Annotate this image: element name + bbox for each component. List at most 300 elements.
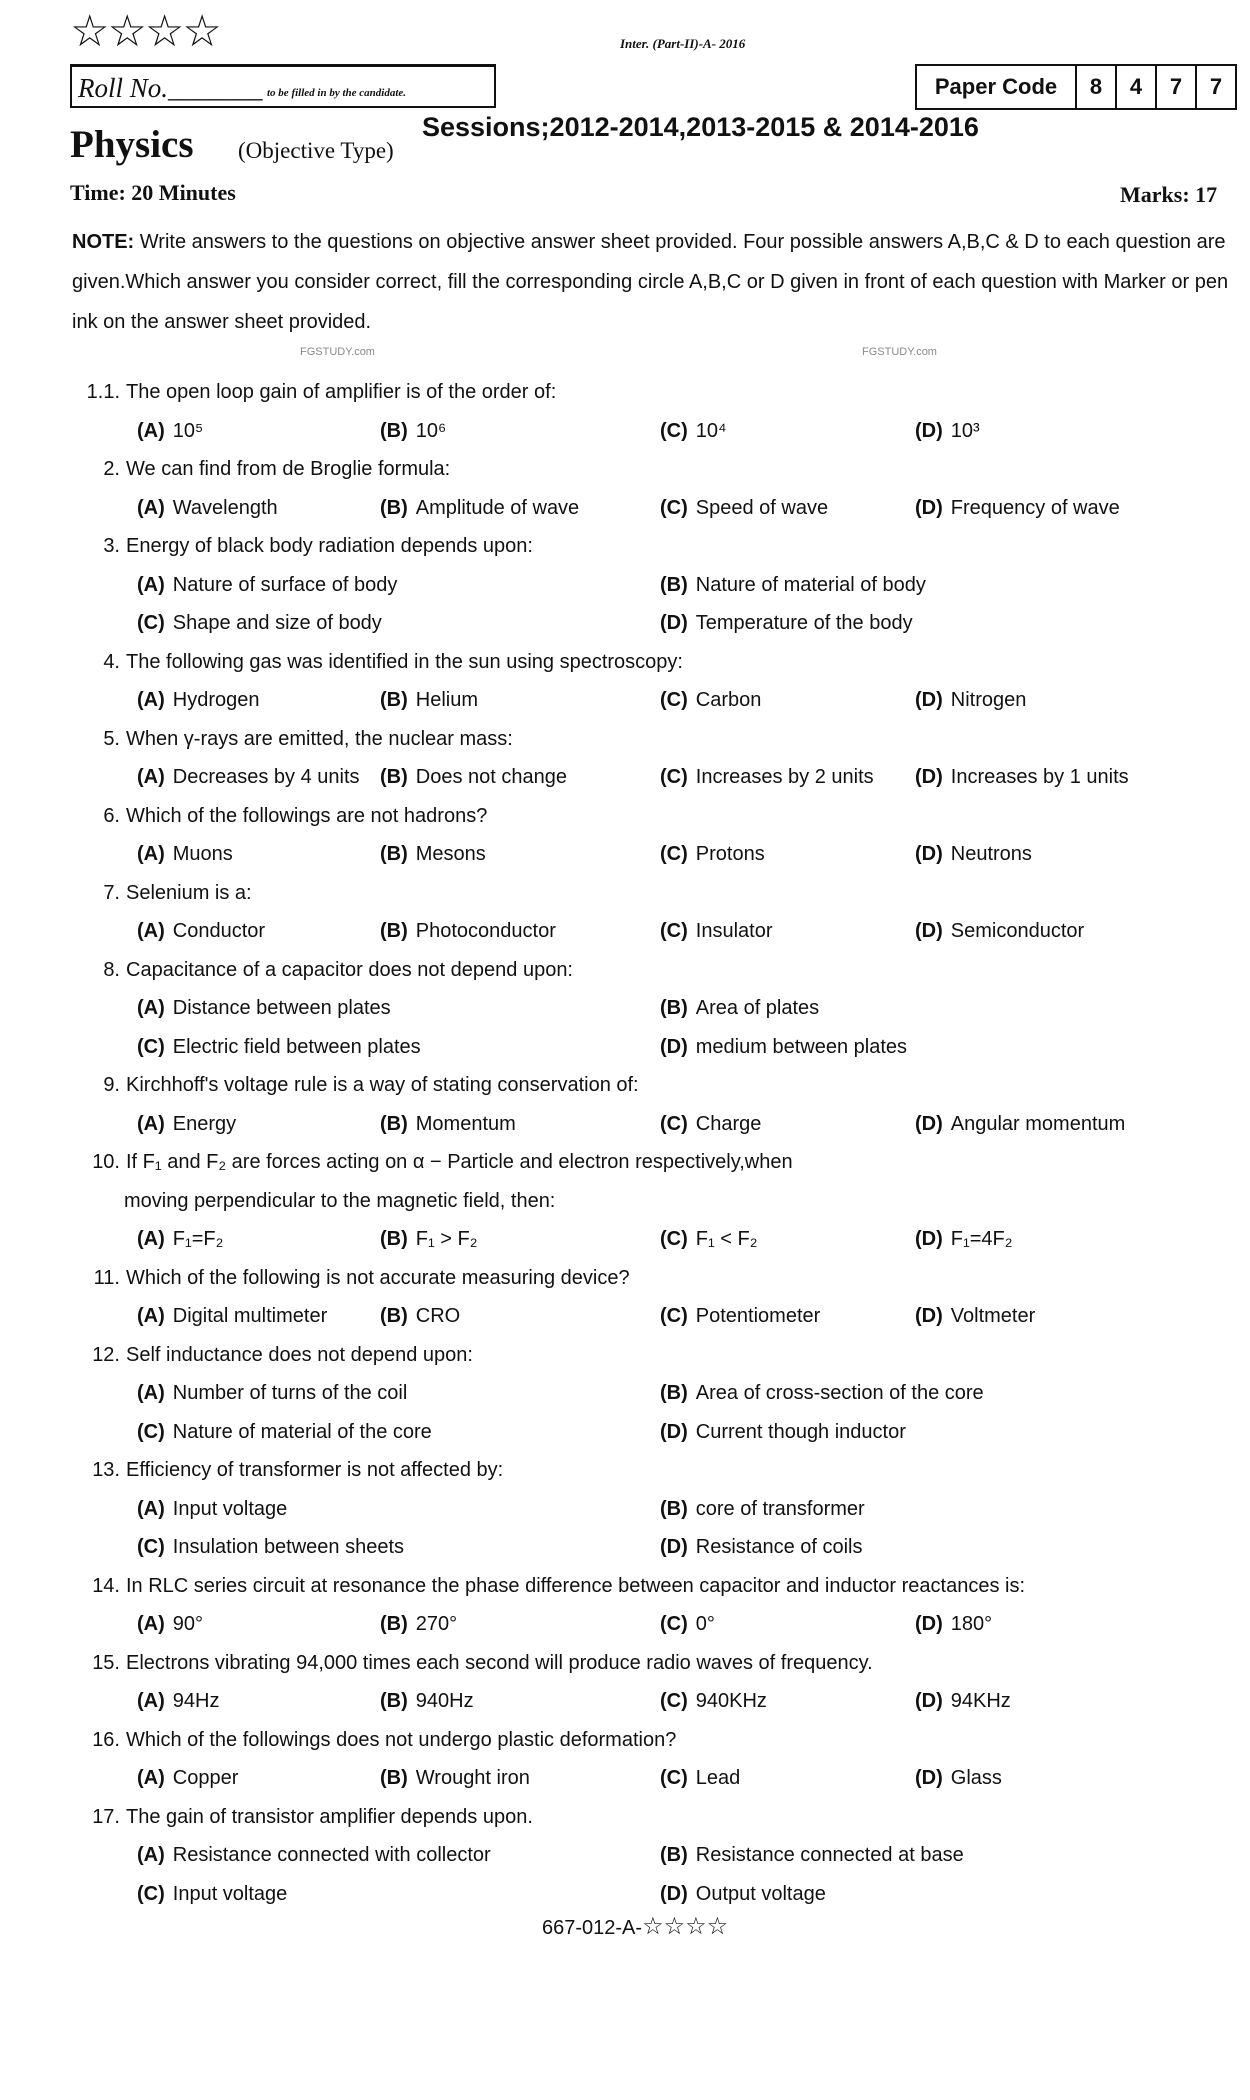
option-text: Output voltage xyxy=(695,1882,826,1905)
option-letter: (D) xyxy=(660,612,688,634)
option-letter: (C) xyxy=(660,1690,688,1712)
answer-option[interactable] xyxy=(137,913,265,949)
paper-code-digit: 7 xyxy=(1195,66,1235,108)
option-text: Electric field between plates xyxy=(172,1035,421,1058)
option-text: Lead xyxy=(695,1767,741,1789)
option-letter: (B) xyxy=(380,1112,408,1135)
footer xyxy=(542,1912,728,1940)
option-letter: (D) xyxy=(660,1035,688,1058)
answer-option[interactable] xyxy=(915,1606,992,1642)
question-number: 6. xyxy=(103,804,120,827)
answer-option[interactable] xyxy=(137,990,391,1026)
option-letter: (C) xyxy=(660,1613,688,1635)
option-text: Distance between plates xyxy=(172,997,391,1019)
question-line xyxy=(0,567,1250,603)
option-text: Input voltage xyxy=(172,1882,288,1905)
option-text: Semiconductor xyxy=(950,920,1085,942)
answer-option[interactable] xyxy=(915,1683,1011,1719)
answer-option[interactable] xyxy=(660,605,913,641)
question-line xyxy=(0,528,1250,564)
answer-option[interactable] xyxy=(915,1298,1035,1334)
question-text: Selenium is a: xyxy=(126,881,252,904)
answer-option[interactable] xyxy=(660,1760,740,1796)
option-letter: (C) xyxy=(660,419,688,442)
option-text: Resistance connected at base xyxy=(695,1844,964,1866)
question-number: 13. xyxy=(92,1459,120,1481)
subject-title: Physics xyxy=(70,123,194,166)
answer-option[interactable] xyxy=(137,1529,404,1565)
option-letter: (A) xyxy=(137,997,165,1019)
answer-option[interactable] xyxy=(137,413,203,449)
option-letter: (D) xyxy=(915,496,943,519)
question-line xyxy=(0,605,1250,641)
option-text: Photoconductor xyxy=(415,920,556,942)
option-letter: (C) xyxy=(660,1305,688,1327)
option-letter: (D) xyxy=(660,1882,688,1905)
answer-option[interactable] xyxy=(660,1491,865,1527)
answer-option[interactable] xyxy=(380,413,446,449)
option-letter: (A) xyxy=(137,1305,165,1327)
option-text: Digital multimeter xyxy=(172,1305,328,1327)
watermark-text: FGSTUDY.com xyxy=(300,346,375,358)
answer-option[interactable] xyxy=(660,1029,907,1065)
question-number: 7. xyxy=(103,881,120,904)
question-line xyxy=(0,913,1250,949)
option-text: Input voltage xyxy=(172,1497,288,1520)
option-letter: (C) xyxy=(137,1882,165,1905)
option-text: Increases by 2 units xyxy=(695,766,874,788)
answer-option[interactable] xyxy=(137,1375,407,1411)
option-text: Protons xyxy=(695,843,765,865)
answer-option[interactable] xyxy=(137,1414,432,1450)
question-line xyxy=(0,490,1250,526)
question-number: 5. xyxy=(103,727,120,750)
answer-option[interactable] xyxy=(137,567,397,603)
answer-option[interactable] xyxy=(915,1221,1013,1257)
question-line xyxy=(0,836,1250,872)
answer-option[interactable] xyxy=(660,1221,758,1257)
option-letter: (D) xyxy=(915,766,943,788)
option-text: Angular momentum xyxy=(950,1112,1126,1135)
answer-option[interactable] xyxy=(137,759,360,795)
option-letter: (A) xyxy=(137,419,165,442)
option-letter: (B) xyxy=(660,1497,688,1520)
option-text: Decreases by 4 units xyxy=(172,766,360,788)
question-text: In RLC series circuit at resonance the phase difference between capacitor and inductor reactances is: xyxy=(126,1574,1026,1597)
option-letter: (C) xyxy=(137,612,165,634)
answer-option[interactable] xyxy=(660,1106,761,1142)
question-number: 9. xyxy=(103,1074,120,1096)
answer-option[interactable] xyxy=(660,1529,863,1565)
question-number: 1.1. xyxy=(86,381,120,403)
option-letter: (C) xyxy=(660,766,688,788)
question-line xyxy=(0,1568,1250,1604)
answer-option[interactable] xyxy=(660,1683,767,1719)
time-allowed: Time: 20 Minutes xyxy=(70,180,236,205)
option-letter: (D) xyxy=(660,1420,688,1443)
option-letter: (D) xyxy=(915,920,943,942)
total-marks: Marks: 17 xyxy=(1120,182,1218,207)
option-letter: (D) xyxy=(915,843,943,865)
question-line xyxy=(0,1683,1250,1719)
option-text: 0° xyxy=(695,1613,715,1635)
question-number: 14. xyxy=(92,1574,120,1597)
answer-option[interactable] xyxy=(660,567,926,603)
watermark-text: FGSTUDY.com xyxy=(862,346,937,358)
option-text: Frequency of wave xyxy=(950,496,1120,519)
question-line xyxy=(0,1722,1250,1758)
option-letter: (B) xyxy=(380,920,408,942)
question-line xyxy=(0,1606,1250,1642)
option-text: F₁ < F₂ xyxy=(695,1228,758,1250)
answer-option[interactable] xyxy=(915,413,980,449)
question-line xyxy=(0,1491,1250,1527)
question-text: The following gas was identified in the sun using spectroscopy: xyxy=(126,650,683,673)
option-text: 940KHz xyxy=(695,1690,767,1712)
question-text: Energy of black body radiation depends upon: xyxy=(126,535,533,557)
answer-option[interactable] xyxy=(380,1106,516,1142)
footer-stars: ☆☆☆☆ xyxy=(642,1912,729,1940)
option-letter: (D) xyxy=(915,419,943,442)
option-text: F₁=4F₂ xyxy=(950,1228,1013,1250)
question-text: moving perpendicular to the magnetic field, then: xyxy=(124,1189,556,1212)
answer-option[interactable] xyxy=(660,836,765,872)
option-text: Wrought iron xyxy=(415,1767,530,1789)
option-letter: (B) xyxy=(380,496,408,519)
question-line xyxy=(0,798,1250,834)
answer-option[interactable] xyxy=(660,990,819,1026)
option-text: Neutrons xyxy=(950,843,1032,865)
option-letter: (D) xyxy=(915,1613,943,1635)
question-line xyxy=(0,1645,1250,1681)
answer-option[interactable] xyxy=(380,1606,457,1642)
question-text: Efficiency of transformer is not affected by: xyxy=(126,1459,504,1481)
option-letter: (C) xyxy=(660,843,688,865)
option-letter: (B) xyxy=(380,689,408,711)
option-letter: (B) xyxy=(380,1305,408,1327)
answer-option[interactable] xyxy=(915,836,1032,872)
option-text: 10⁴ xyxy=(695,419,727,442)
option-letter: (B) xyxy=(660,1382,688,1404)
answer-option[interactable] xyxy=(380,682,478,718)
answer-option[interactable] xyxy=(137,1221,223,1257)
option-letter: (C) xyxy=(137,1536,165,1558)
option-text: Temperature of the body xyxy=(695,612,913,634)
question-line xyxy=(0,1414,1250,1450)
answer-option[interactable] xyxy=(137,1491,287,1527)
option-letter: (B) xyxy=(380,1613,408,1635)
question-line xyxy=(0,374,1250,410)
roll-number-hint: to be filled in by the candidate. xyxy=(267,87,407,99)
option-text: F₁=F₂ xyxy=(172,1228,224,1250)
answer-option[interactable] xyxy=(915,490,1120,526)
paper-code-digit: 4 xyxy=(1115,66,1155,108)
answer-option[interactable] xyxy=(137,1298,327,1334)
option-letter: (D) xyxy=(915,1767,943,1789)
answer-option[interactable] xyxy=(660,759,874,795)
answer-option[interactable] xyxy=(380,913,556,949)
question-line xyxy=(0,1144,1250,1180)
option-letter: (B) xyxy=(660,997,688,1019)
option-letter: (C) xyxy=(660,1228,688,1250)
option-letter: (A) xyxy=(137,1228,165,1250)
question-line xyxy=(0,1837,1250,1873)
option-text: Nature of surface of body xyxy=(172,573,398,596)
roll-number-label: Roll No._______ xyxy=(78,73,263,103)
answer-option[interactable] xyxy=(137,490,278,526)
option-text: core of transformer xyxy=(695,1497,865,1520)
option-text: Carbon xyxy=(695,689,762,711)
question-line xyxy=(0,1876,1250,1912)
answer-option[interactable] xyxy=(137,1683,219,1719)
answer-option[interactable] xyxy=(660,1606,715,1642)
option-letter: (D) xyxy=(660,1536,688,1558)
exam-title: Inter. (Part-II)-A- 2016 xyxy=(620,36,746,51)
question-text: Which of the following is not accurate measuring device? xyxy=(126,1266,630,1289)
option-text: Helium xyxy=(415,689,479,711)
option-letter: (B) xyxy=(660,1844,688,1866)
option-letter: (D) xyxy=(915,689,943,711)
answer-option[interactable] xyxy=(380,1683,474,1719)
answer-option[interactable] xyxy=(137,1106,236,1142)
question-line xyxy=(0,1799,1250,1835)
option-text: 270° xyxy=(415,1613,458,1635)
option-text: 940Hz xyxy=(415,1690,474,1712)
question-text: We can find from de Broglie formula: xyxy=(126,458,451,480)
answer-option[interactable] xyxy=(660,1837,964,1873)
option-letter: (A) xyxy=(137,1767,165,1789)
option-text: Potentiometer xyxy=(695,1305,821,1327)
answer-option[interactable] xyxy=(137,605,382,641)
question-line xyxy=(0,1375,1250,1411)
question-text: Which of the followings does not undergo plastic deformation? xyxy=(126,1728,677,1751)
question-line xyxy=(0,682,1250,718)
answer-option[interactable] xyxy=(660,1414,906,1450)
answer-option[interactable] xyxy=(137,1606,203,1642)
option-letter: (B) xyxy=(380,1690,408,1712)
instructions-note xyxy=(72,222,1232,342)
option-letter: (A) xyxy=(137,1844,165,1866)
option-text: Hydrogen xyxy=(172,689,260,711)
answer-option[interactable] xyxy=(380,759,567,795)
sessions: Sessions;2012-2014,2013-2015 & 2014-2016 xyxy=(422,112,979,142)
option-text: 10³ xyxy=(950,419,980,442)
question-text: Capacitance of a capacitor does not depend upon: xyxy=(126,958,573,981)
option-letter: (B) xyxy=(380,766,408,788)
option-letter: (D) xyxy=(915,1690,943,1712)
answer-option[interactable] xyxy=(915,1760,1002,1796)
question-line xyxy=(0,1760,1250,1796)
option-text: Nature of material of body xyxy=(695,573,926,596)
option-text: medium between plates xyxy=(695,1035,907,1058)
option-text: Nature of material of the core xyxy=(172,1420,432,1443)
option-text: Muons xyxy=(172,843,233,865)
option-text: Nitrogen xyxy=(950,689,1027,711)
answer-option[interactable] xyxy=(137,1876,287,1912)
paper-code-digit: 8 xyxy=(1075,66,1115,108)
question-line xyxy=(0,1529,1250,1565)
note-text: Write answers to the questions on objective answer sheet provided. Four possible answers A,B,C & D to each question are given.Which answer you consider correct, fill the corresponding circle A,B,C or D given in front of each question with Marker or pen ink on the answer sheet provided. xyxy=(72,231,1229,333)
answer-option[interactable] xyxy=(660,682,761,718)
option-text: Wavelength xyxy=(172,496,278,519)
option-text: Momentum xyxy=(415,1112,516,1135)
option-letter: (A) xyxy=(137,1497,165,1520)
option-letter: (C) xyxy=(660,689,688,711)
note-label: NOTE: xyxy=(72,231,135,253)
question-line xyxy=(0,451,1250,487)
question-number: 11. xyxy=(93,1266,120,1289)
answer-option[interactable] xyxy=(380,1298,460,1334)
option-letter: (A) xyxy=(137,843,165,865)
option-letter: (A) xyxy=(137,1112,165,1135)
option-text: Shape and size of body xyxy=(172,612,382,634)
option-letter: (B) xyxy=(660,573,688,596)
option-letter: (A) xyxy=(137,1382,165,1404)
option-text: Voltmeter xyxy=(950,1305,1036,1327)
paper-code-digit: 7 xyxy=(1155,66,1195,108)
option-text: Resistance of coils xyxy=(695,1536,863,1558)
option-text: Charge xyxy=(695,1112,762,1135)
option-text: Area of plates xyxy=(695,997,820,1019)
question-text: Electrons vibrating 94,000 times each second will produce radio waves of frequency. xyxy=(126,1651,873,1674)
answer-option[interactable] xyxy=(915,913,1084,949)
answer-option[interactable] xyxy=(380,1221,478,1257)
question-line xyxy=(0,952,1250,988)
question-text: If F₁ and F₂ are forces acting on α − Particle and electron respectively,when xyxy=(126,1151,793,1173)
option-letter: (A) xyxy=(137,920,165,942)
option-text: Area of cross-section of the core xyxy=(695,1382,984,1404)
answer-option[interactable] xyxy=(915,1106,1125,1142)
question-number: 12. xyxy=(92,1343,120,1366)
option-letter: (D) xyxy=(915,1305,943,1327)
answer-option[interactable] xyxy=(137,836,233,872)
question-line xyxy=(0,1260,1250,1296)
question-line xyxy=(0,875,1250,911)
option-text: Energy xyxy=(172,1112,237,1135)
answer-option[interactable] xyxy=(380,490,579,526)
question-text: Self inductance does not depend upon: xyxy=(126,1343,473,1366)
option-letter: (B) xyxy=(380,1228,408,1250)
option-letter: (B) xyxy=(380,843,408,865)
answer-option[interactable] xyxy=(137,682,259,718)
option-text: 180° xyxy=(950,1613,993,1635)
option-text: Increases by 1 units xyxy=(950,766,1129,788)
question-text: The gain of transistor amplifier depends upon. xyxy=(126,1805,533,1828)
answer-option[interactable] xyxy=(137,1837,491,1873)
roll-number-box[interactable] xyxy=(70,64,496,108)
answer-option[interactable] xyxy=(137,1029,421,1065)
answer-option[interactable] xyxy=(660,1375,984,1411)
option-text: 90° xyxy=(172,1613,204,1635)
question-line xyxy=(0,990,1250,1026)
answer-option[interactable] xyxy=(660,413,727,449)
answer-option[interactable] xyxy=(660,1298,820,1334)
header-stars: ☆☆☆☆ xyxy=(70,6,220,57)
option-letter: (C) xyxy=(660,1112,688,1135)
paper-type: (Objective Type) xyxy=(238,138,394,163)
question-line xyxy=(0,1337,1250,1373)
question-number: 17. xyxy=(92,1805,120,1828)
question-line xyxy=(0,1183,1250,1219)
option-letter: (B) xyxy=(380,419,408,442)
option-text: 94Hz xyxy=(172,1690,220,1712)
question-line xyxy=(0,721,1250,757)
option-text: Mesons xyxy=(415,843,486,865)
answer-option[interactable] xyxy=(137,1760,238,1796)
option-text: 10⁶ xyxy=(415,419,447,442)
option-text: Insulation between sheets xyxy=(172,1536,405,1558)
option-letter: (B) xyxy=(380,1767,408,1789)
question-text: The open loop gain of amplifier is of the order of: xyxy=(126,381,557,403)
question-line xyxy=(0,644,1250,680)
option-letter: (A) xyxy=(137,1613,165,1635)
answer-option[interactable] xyxy=(660,913,772,949)
option-text: Glass xyxy=(950,1767,1002,1789)
option-text: Amplitude of wave xyxy=(415,496,580,519)
question-line xyxy=(0,1067,1250,1103)
option-text: Insulator xyxy=(695,920,773,942)
option-text: Speed of wave xyxy=(695,496,829,519)
option-letter: (C) xyxy=(137,1420,165,1443)
option-letter: (C) xyxy=(660,496,688,519)
option-text: Resistance connected with collector xyxy=(172,1844,491,1866)
question-line xyxy=(0,1221,1250,1257)
option-letter: (A) xyxy=(137,496,165,519)
question-number: 2. xyxy=(103,458,120,480)
option-text: Number of turns of the coil xyxy=(172,1382,408,1404)
answer-option[interactable] xyxy=(380,836,486,872)
question-number: 15. xyxy=(92,1651,120,1674)
question-text: Which of the followings are not hadrons? xyxy=(126,804,488,827)
option-text: F₁ > F₂ xyxy=(415,1228,478,1250)
option-text: 94KHz xyxy=(950,1690,1011,1712)
question-line xyxy=(0,413,1250,449)
option-letter: (A) xyxy=(137,766,165,788)
answer-option[interactable] xyxy=(915,682,1026,718)
question-number: 10. xyxy=(92,1151,120,1173)
option-text: Does not change xyxy=(415,766,567,788)
paper-code-label: Paper Code xyxy=(934,74,1058,99)
question-text: Kirchhoff's voltage rule is a way of stating conservation of: xyxy=(126,1074,639,1096)
question-number: 4. xyxy=(103,650,120,673)
footer-code: 667-012-A- xyxy=(542,1917,643,1939)
question-number: 16. xyxy=(92,1728,120,1751)
answer-option[interactable] xyxy=(660,1876,826,1912)
option-text: CRO xyxy=(415,1305,461,1327)
question-line xyxy=(0,1106,1250,1142)
paper-code-box xyxy=(915,64,1237,110)
question-line xyxy=(0,759,1250,795)
option-letter: (D) xyxy=(915,1112,943,1135)
answer-option[interactable] xyxy=(660,490,828,526)
option-text: 10⁵ xyxy=(172,419,204,442)
option-letter: (A) xyxy=(137,689,165,711)
option-letter: (C) xyxy=(660,1767,688,1789)
answer-option[interactable] xyxy=(380,1760,530,1796)
option-text: Conductor xyxy=(172,920,266,942)
question-number: 8. xyxy=(103,958,120,981)
question-line xyxy=(0,1298,1250,1334)
question-number: 3. xyxy=(103,535,120,557)
option-letter: (A) xyxy=(137,573,165,596)
option-letter: (C) xyxy=(660,920,688,942)
answer-option[interactable] xyxy=(915,759,1129,795)
option-text: Copper xyxy=(172,1767,239,1789)
question-line xyxy=(0,1452,1250,1488)
option-text: Current though inductor xyxy=(695,1420,906,1443)
option-letter: (C) xyxy=(137,1035,165,1058)
question-text: When γ-rays are emitted, the nuclear mass: xyxy=(126,727,513,750)
